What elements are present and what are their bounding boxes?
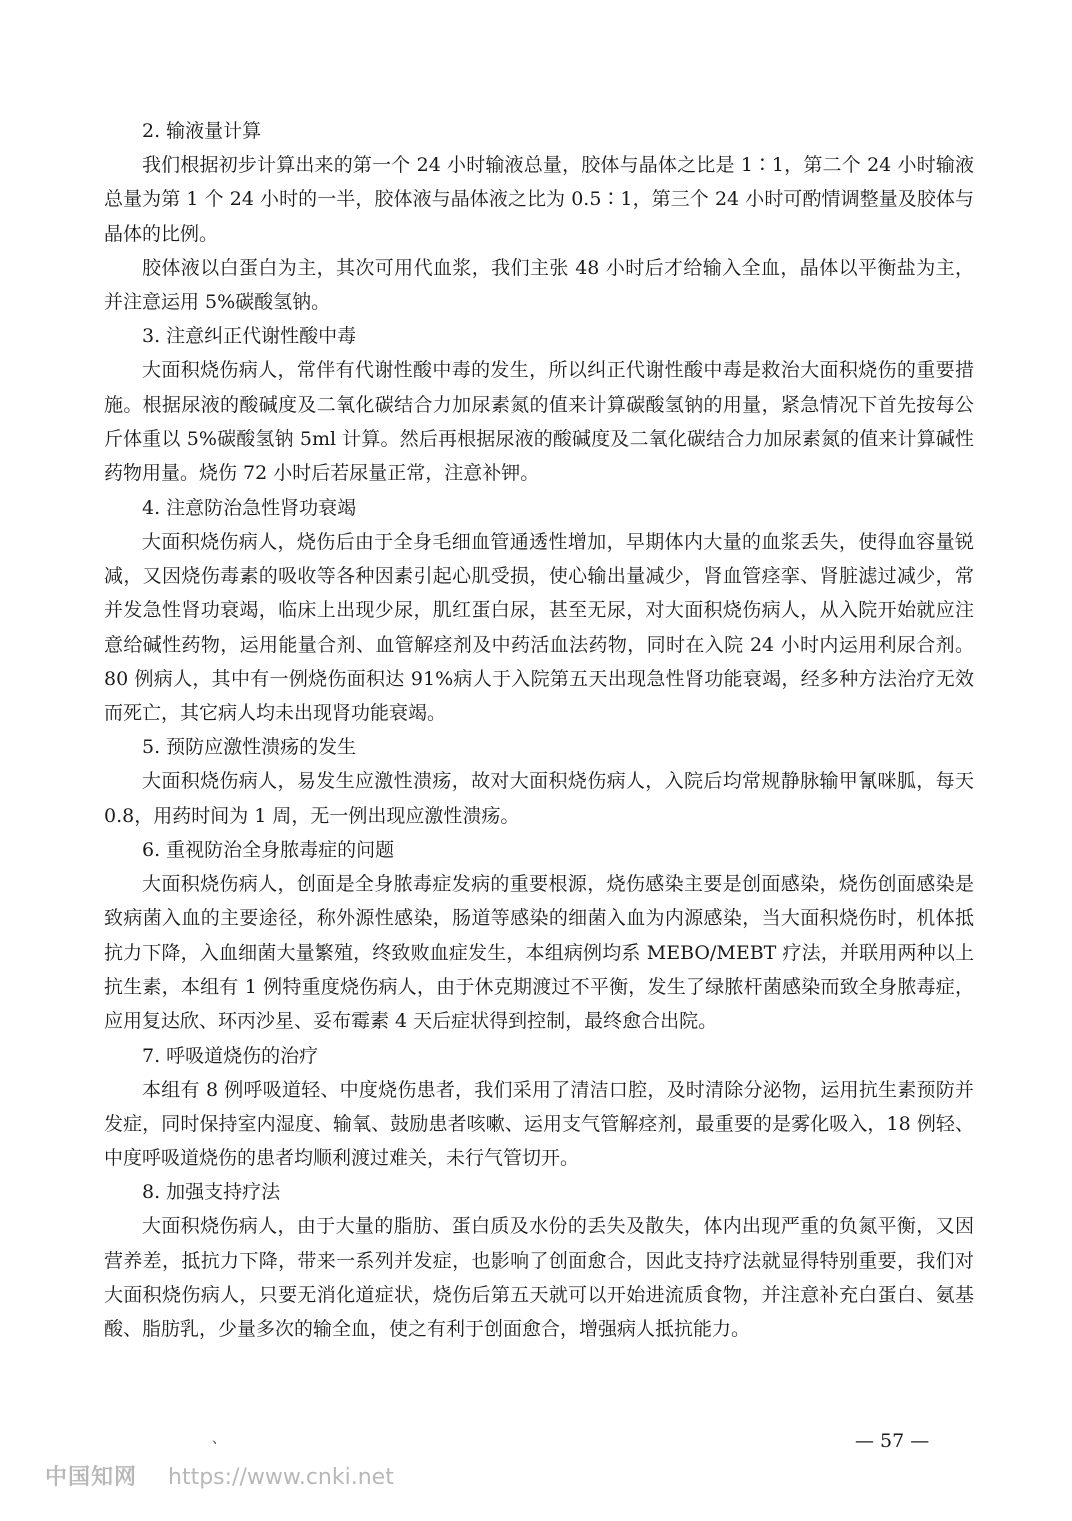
paragraph: 本组有 8 例呼吸道轻、中度烧伤患者，我们采用了清洁口腔，及时清除分泌物，运用抗生素预防并发症，同时保持室内湿度、输氧、鼓励患者咳嗽、运用支气管解痉剂，最重要的是雾化吸入，18 例轻、中度呼吸道烧伤的患者均顺利渡过难关，未行气管切开。 <box>104 1078 974 1170</box>
paragraph: 大面积烧伤病人，常伴有代谢性酸中毒的发生，所以纠正代谢性酸中毒是救治大面积烧伤的重要措施。根据尿液的酸碱度及二氧化碳结合力加尿素氮的值来计算碳酸氢钠的用量，紧急情况下首先按每公斤体重以 5%碳酸氢钠 5ml 计算。然后再根据尿液的酸碱度及二氧化碳结合力加尿素氮的值来计算碱性药物用量。烧伤 72 小时后若尿量正常，注意补钾。 <box>104 359 974 485</box>
section-heading: 3. 注意纠正代谢性酸中毒 <box>142 325 357 348</box>
section-heading: 6. 重视防治全身脓毒症的问题 <box>142 839 395 862</box>
cnki-watermark <box>45 1460 394 1491</box>
paragraph: 胶体液以白蛋白为主，其次可用代血浆，我们主张 48 小时后才给输入全血，晶体以平衡盐为主，并注意运用 5%碳酸氢钠。 <box>104 256 974 314</box>
document-body <box>104 114 974 1347</box>
section-heading: 4. 注意防治急性肾功衰竭 <box>142 496 357 519</box>
page-number: — 57 — <box>855 1430 930 1452</box>
paragraph: 大面积烧伤病人，由于大量的脂肪、蛋白质及水份的丢失及散失，体内出现严重的负氮平衡，又因营养差，抵抗力下降，带来一系列并发症，也影响了创面愈合，因此支持疗法就显得特别重要，我们对大面积烧伤病人，只要无消化道症状，烧伤后第五天就可以开始进流质食物，并注意补充白蛋白、氨基酸、脂肪乳，少量多次的输全血，使之有利于创面愈合，增强病人抵抗能力。 <box>104 1215 974 1341</box>
paragraph: 我们根据初步计算出来的第一个 24 小时输液总量，胶体与晶体之比是 1∶1，第二个 24 小时输液总量为第 1 个 24 小时的一半，胶体液与晶体液之比为 0.5∶1，第三个 24 小时可酌情调整量及胶体与晶体的比例。 <box>104 154 974 245</box>
stray-mark: 、 <box>212 1431 226 1447</box>
paragraph: 大面积烧伤病人，烧伤后由于全身毛细血管通透性增加，早期体内大量的血浆丢失，使得血容量锐减，又因烧伤毒素的吸收等各种因素引起心肌受损，使心输出量减少，肾血管痉挛、肾脏滤过减少，常并发急性肾功衰竭，临床上出现少尿，肌红蛋白尿，甚至无尿，对大面积烧伤病人，从入院开始就应注意给碱性药物，运用能量合剂、血管解痉剂及中药活血法药物，同时在入院 24 小时内运用利尿合剂。80 例病人，其中有一例烧伤面积达 91%病人于入院第五天出现急性肾功能衰竭，经多种方法治疗无效而死亡，其它病人均未出现肾功能衰竭。 <box>104 530 974 725</box>
watermark-brand: 中国知网 <box>45 1465 138 1490</box>
section-heading: 8. 加强支持疗法 <box>142 1181 281 1204</box>
watermark-url: https://www.cnki.net <box>168 1465 394 1490</box>
paragraph: 大面积烧伤病人，创面是全身脓毒症发病的重要根源，烧伤感染主要是创面感染，烧伤创面感染是致病菌入血的主要途径，称外源性感染，肠道等感染的细菌入血为内源感染，当大面积烧伤时，机体抵抗力下降，入血细菌大量繁殖，终致败血症发生，本组病例均系 MEBO/MEBT 疗法，并联用两种以上抗生素，本组有 1 例特重度烧伤病人，由于休克期渡过不平衡，发生了绿脓杆菌感染而致全身脓毒症，应用复达欣、环丙沙星、妥布霉素 4 天后症状得到控制，最终愈合出院。 <box>104 873 974 1033</box>
section-heading: 5. 预防应激性溃疡的发生 <box>142 736 357 759</box>
section-heading: 7. 呼吸道烧伤的治疗 <box>142 1044 319 1067</box>
section-heading: 2. 输液量计算 <box>142 120 262 142</box>
paragraph: 大面积烧伤病人，易发生应激性溃疡，故对大面积烧伤病人，入院后均常规静脉输甲氰咪胍，每天 0.8，用药时间为 1 周，无一例出现应激性溃疡。 <box>104 770 974 827</box>
